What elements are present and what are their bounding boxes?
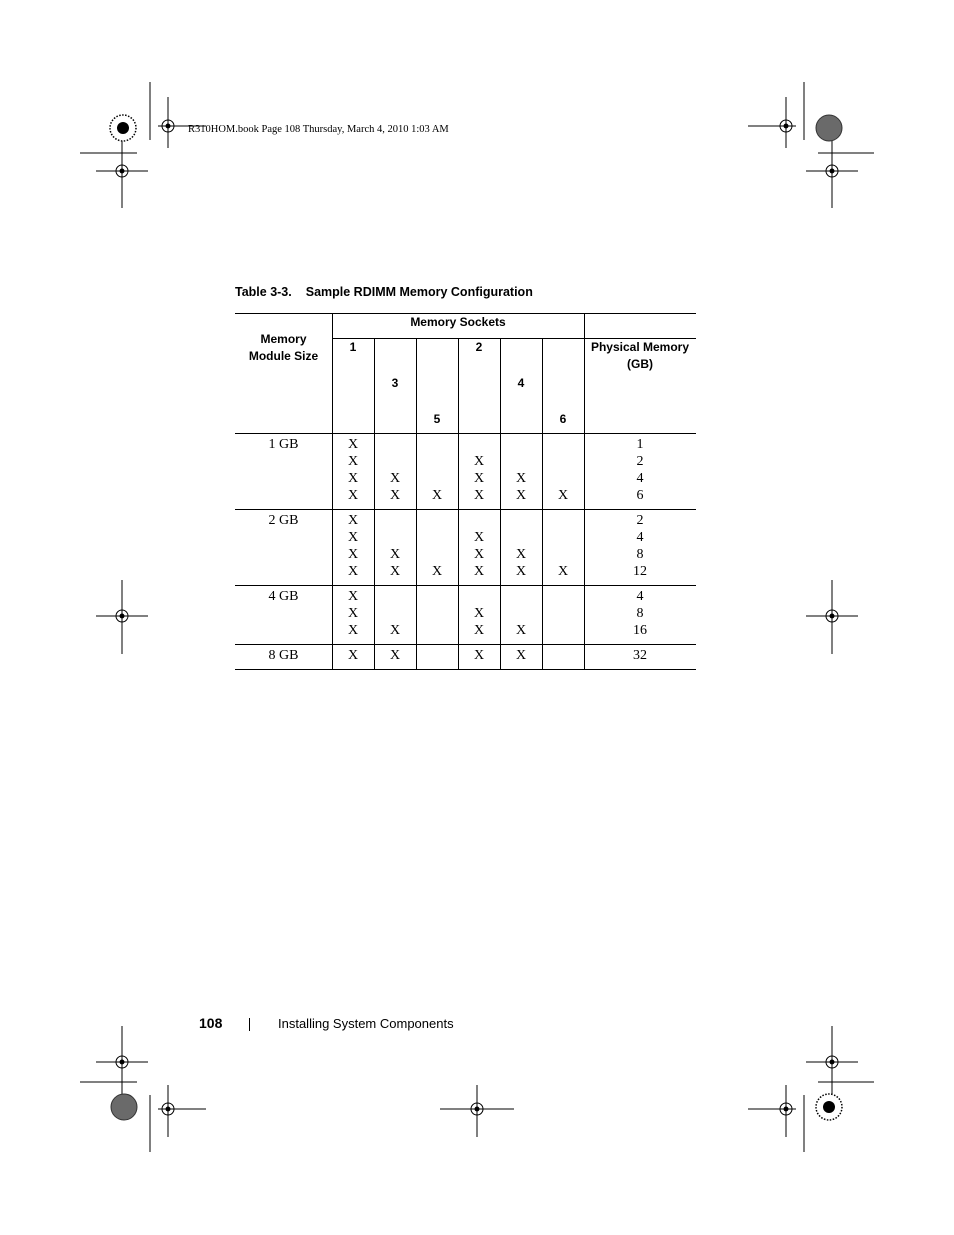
- socket-mark: X: [347, 606, 359, 621]
- col-rule: [500, 338, 501, 669]
- group-size-cell: 4 GB: [268, 589, 299, 604]
- group-rule: [235, 585, 696, 586]
- header-module-size-line1: Memory: [260, 332, 307, 346]
- socket-mark: X: [473, 623, 485, 638]
- socket-mark: X: [557, 488, 569, 503]
- socket-mark: X: [473, 488, 485, 503]
- socket-mark: X: [515, 547, 527, 562]
- socket-mark: X: [347, 648, 359, 663]
- socket-mark: X: [515, 648, 527, 663]
- col-rule: [584, 313, 585, 669]
- slug-line: R310HOM.book Page 108 Thursday, March 4, 2010 1:03 AM: [188, 124, 449, 135]
- group-rule: [235, 669, 696, 670]
- col-rule: [458, 338, 459, 669]
- socket-mark: X: [389, 471, 401, 486]
- socket-mark: X: [515, 623, 527, 638]
- footer-section-title: Installing System Components: [278, 1016, 454, 1031]
- socket-mark: X: [347, 530, 359, 545]
- header-physical-line1: Physical Memory: [590, 340, 690, 354]
- socket-mark: X: [473, 606, 485, 621]
- header-physical-line2: (GB): [627, 357, 653, 371]
- table-caption: [235, 285, 533, 299]
- physical-memory-cell: 16: [633, 623, 647, 638]
- group-rule: [235, 644, 696, 645]
- socket-mark: X: [389, 623, 401, 638]
- physical-memory-cell: 4: [636, 530, 644, 545]
- page-number: 108: [199, 1015, 223, 1031]
- socket-mark: X: [473, 648, 485, 663]
- socket-mark: X: [347, 454, 359, 469]
- header-socket-5: 5: [433, 412, 441, 426]
- header-physical-memory: [584, 339, 696, 373]
- socket-mark: X: [473, 547, 485, 562]
- col-rule: [416, 338, 417, 669]
- col-rule: [332, 313, 333, 669]
- table-caption-title: Sample RDIMM Memory Configuration: [305, 285, 533, 299]
- physical-memory-cell: 4: [636, 471, 644, 486]
- header-module-size: [235, 331, 332, 365]
- socket-mark: X: [473, 530, 485, 545]
- physical-memory-cell: 2: [636, 513, 644, 528]
- socket-mark: X: [473, 454, 485, 469]
- socket-mark: X: [515, 488, 527, 503]
- socket-mark: X: [347, 513, 359, 528]
- physical-memory-cell: 2: [636, 454, 644, 469]
- socket-mark: X: [347, 488, 359, 503]
- group-rule: [235, 509, 696, 510]
- socket-mark: X: [347, 437, 359, 452]
- socket-mark: X: [431, 488, 443, 503]
- col-rule: [374, 338, 375, 669]
- physical-memory-cell: 32: [633, 648, 647, 663]
- physical-memory-cell: 12: [633, 564, 647, 579]
- header-socket-4: 4: [517, 376, 525, 390]
- socket-mark: X: [389, 564, 401, 579]
- header-bottom-rule: [235, 433, 696, 434]
- physical-memory-cell: 1: [636, 437, 644, 452]
- socket-mark: X: [389, 547, 401, 562]
- group-size-cell: 8 GB: [268, 648, 299, 663]
- header-module-size-line2: Module Size: [248, 349, 319, 363]
- header-socket-2: 2: [475, 340, 483, 354]
- header-socket-1: 1: [349, 340, 357, 354]
- socket-mark: X: [347, 564, 359, 579]
- socket-mark: X: [347, 623, 359, 638]
- physical-memory-cell: 8: [636, 547, 644, 562]
- col-rule: [542, 338, 543, 669]
- header-socket-3: 3: [391, 376, 399, 390]
- group-size-cell: 1 GB: [268, 437, 299, 452]
- socket-mark: X: [347, 547, 359, 562]
- physical-memory-cell: 8: [636, 606, 644, 621]
- socket-mark: X: [515, 471, 527, 486]
- table-caption-number: Table 3-3.: [235, 285, 292, 299]
- header-socket-6: 6: [559, 412, 567, 426]
- socket-mark: X: [347, 589, 359, 604]
- socket-mark: X: [515, 564, 527, 579]
- socket-mark: X: [389, 488, 401, 503]
- physical-memory-cell: 4: [636, 589, 644, 604]
- socket-mark: X: [347, 471, 359, 486]
- group-size-cell: 2 GB: [268, 513, 299, 528]
- physical-memory-cell: 6: [636, 488, 644, 503]
- socket-mark: X: [431, 564, 443, 579]
- socket-mark: X: [473, 471, 485, 486]
- header-memory-sockets: Memory Sockets: [410, 315, 506, 329]
- socket-mark: X: [473, 564, 485, 579]
- footer-divider: [249, 1018, 250, 1031]
- socket-mark: X: [557, 564, 569, 579]
- socket-mark: X: [389, 648, 401, 663]
